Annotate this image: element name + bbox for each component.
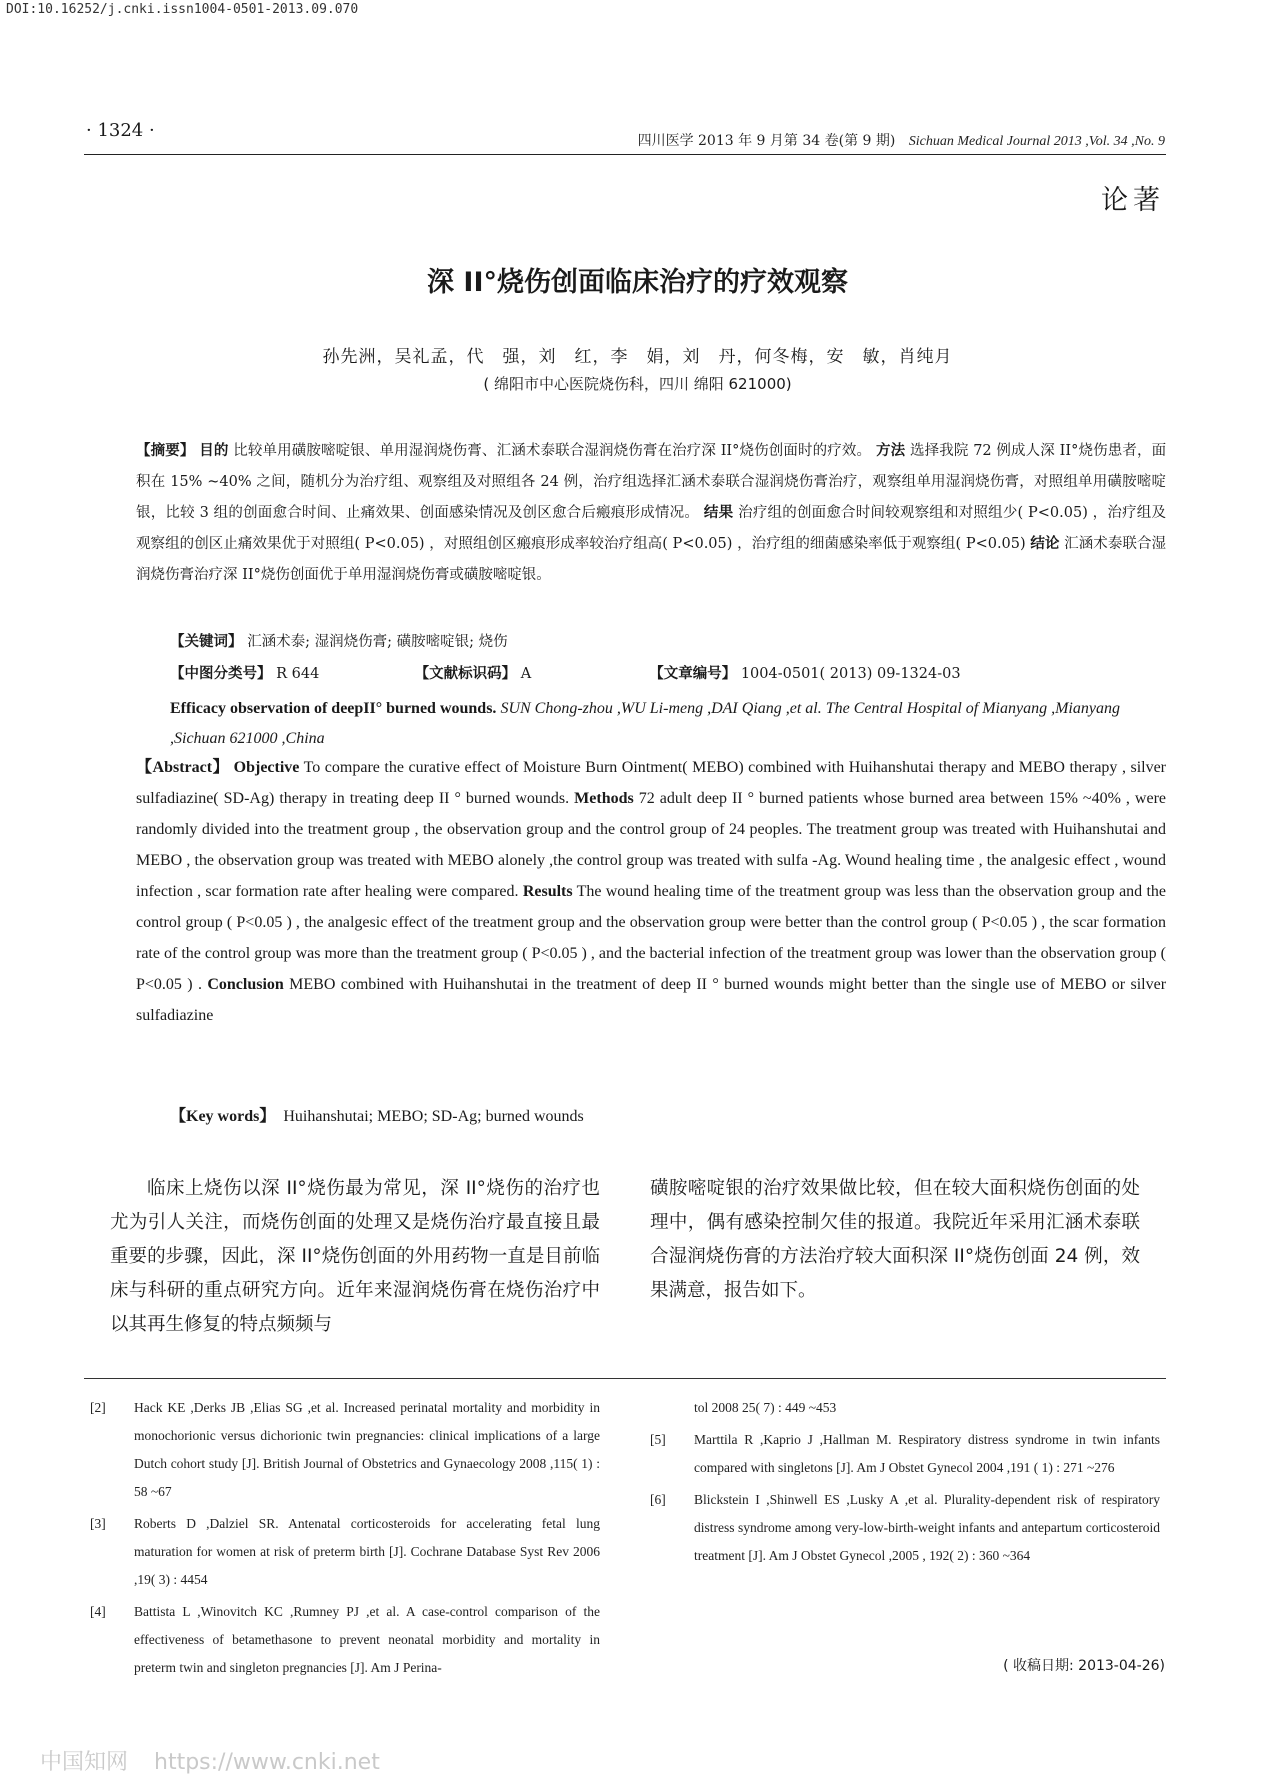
objective-text: 比较单用磺胺嘧啶银、单用湿润烧伤膏、汇涵术泰联合湿润烧伤膏在治疗深 II°烧伤创面时的疗效。 xyxy=(233,443,872,459)
reference-number: [5] xyxy=(650,1432,666,1447)
objective-label: 目的 xyxy=(199,443,229,459)
classification xyxy=(170,662,1070,683)
results-label: 结果 xyxy=(703,505,734,521)
reference-number xyxy=(650,1394,694,1422)
reference-item xyxy=(650,1486,1160,1570)
english-authors: SUN Chong-zhou ,WU Li-meng ,DAI Qiang ,et al. The Central Hospital of Mianyang ,Mianyang ,Sichuan 621000 ,China xyxy=(170,700,1120,747)
clc-value: R 644 xyxy=(276,666,320,682)
abstract-en xyxy=(136,752,1166,1031)
methods-text: 选择我院 72 例成人深 II°烧伤患者，面积在 15% ~40% 之间，随机分为治疗组、观察组及对照组各 24 例，治疗组选择汇涵术泰联合湿润烧伤膏治疗，观察组单用湿润烧伤膏，对照组单用磺胺嘧啶银，比较 3 组的创面愈合时间、止痛效果、创面感染情况及创区愈合后瘢痕形成情况。 xyxy=(136,443,1167,521)
received-date: ( 收稿日期: 2013-04-26) xyxy=(1003,1658,1165,1674)
affiliation: ( 绵阳市中心医院烧伤科，四川 绵阳 621000) xyxy=(483,375,792,393)
reference-text: Blickstein I ,Shinwell ES ,Lusky A ,et al. Plurality-dependent risk of respiratory distress syndrome among very-low-birth-weight infants and antepartum corticosteroid treatment [J]. Am J Obstet Gynecol ,2005 , 192( 2) : 360 ~364 xyxy=(694,1492,1160,1563)
english-title xyxy=(170,694,1166,754)
results-en-label: Results xyxy=(522,883,573,900)
running-header-cn: 四川医学 2013 年 9 月第 34 卷(第 9 期) xyxy=(637,133,896,149)
cnki-watermark xyxy=(40,1745,380,1776)
reference-number: [2] xyxy=(90,1400,106,1415)
reference-number: [6] xyxy=(650,1492,666,1507)
references-right xyxy=(650,1394,1160,1574)
keywords-cn xyxy=(170,630,508,651)
reference-number: [4] xyxy=(90,1604,106,1619)
watermark-url[interactable]: https://www.cnki.net xyxy=(154,1750,380,1775)
reference-text: tol 2008 25( 7) : 449 ~453 xyxy=(694,1400,837,1415)
running-header xyxy=(638,130,1165,150)
objective-en-text: To compare the curative effect of Moisture Burn Ointment( MEBO) combined with Huihanshutai therapy and MEBO therapy , silver sulfadiazine( SD-Ag) therapy in treating deep II ° burned wounds. xyxy=(136,759,1167,807)
keywords-text: 汇涵术泰; 湿润烧伤膏; 磺胺嘧啶银; 烧伤 xyxy=(247,634,508,650)
abstract-label: 【摘要】 xyxy=(136,443,195,459)
results-en-text: The wound healing time of the treatment group was less than the observation group and the control group ( P<0.05 ) , the analgesic effect of the treatment group and the observation group were better than the control group ( P<0.05 ) , the scar formation rate of the control group was more than the treatment group ( P<0.05 ) , and the bacterial infection of the treatment group was lower than the observation group ( P<0.05 ) . xyxy=(136,883,1167,993)
authors: 孙先洲，吴礼孟，代 强，刘 红，李 娟，刘 丹，何冬梅，安 敏，肖纯月 xyxy=(322,347,953,367)
methods-en-label: Methods xyxy=(574,790,634,807)
reference-item xyxy=(650,1394,1160,1422)
reference-text: Marttila R ,Kaprio J ,Hallman M. Respiratory distress syndrome in twin infants compared with singletons [J]. Am J Obstet Gynecol 2004 ,191 ( 1) : 271 ~276 xyxy=(694,1432,1160,1475)
conclusion-en-label: Conclusion xyxy=(207,976,284,993)
reference-text: Hack KE ,Derks JB ,Elias SG ,et al. Increased perinatal mortality and morbidity in monochorionic versus dichorionic twin pregnancies: clinical implications of a large Dutch cohort study [J]. British Journal of Obstetrics and Gynaecology 2008 ,115( 1) : 58 ~67 xyxy=(134,1400,600,1499)
body-column-right: 磺胺嘧啶银的治疗效果做比较，但在较大面积烧伤创面的处理中，偶有感染控制欠佳的报道。我院近年采用汇涵术泰联合湿润烧伤膏的方法治疗较大面积深 II°烧伤创面 24 例，效果满意，报告如下。 xyxy=(650,1178,1140,1301)
header-rule xyxy=(84,154,1166,155)
watermark-name: 中国知网 xyxy=(40,1750,129,1775)
keywords-en xyxy=(170,1103,584,1126)
body-column-left: 临床上烧伤以深 II°烧伤最为常见，深 II°烧伤的治疗也尤为引人关注，而烧伤创面的处理又是烧伤治疗最直接且最重要的步骤，因此，深 II°烧伤创面的外用药物一直是目前临床与科研的重点研究方向。近年来湿润烧伤膏在烧伤治疗中以其再生修复的特点频频与 xyxy=(110,1178,600,1335)
running-header-en: Sichuan Medical Journal 2013 ,Vol. 34 ,No. 9 xyxy=(908,134,1165,149)
article-no-label: 【文章编号】 xyxy=(649,666,737,682)
reference-item xyxy=(90,1394,600,1506)
clc-label: 【中图分类号】 xyxy=(170,666,272,682)
abstract-cn xyxy=(136,436,1166,591)
reference-item xyxy=(90,1510,600,1594)
reference-item xyxy=(650,1426,1160,1482)
objective-en-label: Objective xyxy=(233,759,300,776)
conclusion-en-text: MEBO combined with Huihanshutai in the treatment of deep II ° burned wounds might better than the single use of MEBO or silver sulfadiazine xyxy=(136,976,1167,1024)
article-title: 深 II°烧伤创面临床治疗的疗效观察 xyxy=(427,267,848,298)
page-number: · 1324 · xyxy=(86,120,155,141)
conclusion-label: 结论 xyxy=(1030,536,1060,552)
reference-item xyxy=(90,1598,600,1682)
reference-text: Battista L ,Winovitch KC ,Rumney PJ ,et al. A case-control comparison of the effectiveness of betamethasone to prevent neonatal morbidity and mortality in preterm twin and singleton pregnancies [J]. Am J Perina- xyxy=(134,1604,600,1675)
keywords-label: 【关键词】 xyxy=(170,634,243,650)
references-left xyxy=(90,1394,600,1686)
article-no-value: 1004-0501( 2013) 09-1324-03 xyxy=(740,666,961,682)
methods-label: 方法 xyxy=(875,443,906,459)
references-rule xyxy=(84,1378,1166,1379)
conclusion-text: 汇涵术泰联合湿润烧伤膏治疗深 II°烧伤创面优于单用湿润烧伤膏或磺胺嘧啶银。 xyxy=(136,536,1167,583)
doc-code-label: 【文献标识码】 xyxy=(414,666,517,682)
keywords-en-label: 【Key words】 xyxy=(170,1108,276,1125)
doc-code-value: A xyxy=(520,666,532,682)
abstract-en-label: 【Abstract】 xyxy=(136,759,230,776)
methods-en-text: 72 adult deep II ° burned patients whose burned area between 15% ~40% , were randomly divided into the treatment group , the observation group and the control group of 24 peoples. The treatment group was treated with Huihanshutai and MEBO , the observation group was treated with MEBO alonely ,the control group was treated with sulfa -Ag. Wound healing time , the analgesic effect , wound infection , scar formation rate after healing were compared. xyxy=(136,790,1167,900)
doi: DOI:10.16252/j.cnki.issn1004-0501-2013.09.070 xyxy=(6,2,359,17)
results-text: 治疗组的创面愈合时间较观察组和对照组少( P<0.05) ，治疗组及观察组的创区止痛效果优于对照组( P<0.05) ，对照组创区瘢痕形成率较治疗组高( P<0.05) ，治疗组的细菌感染率低于观察组( P<0.05) xyxy=(136,505,1167,552)
section-label: 论著 xyxy=(1101,185,1165,216)
english-title-text: Efficacy observation of deepII° burned wounds. xyxy=(170,700,497,717)
reference-text: Roberts D ,Dalziel SR. Antenatal corticosteroids for accelerating fetal lung maturation for women at risk of preterm birth [J]. Cochrane Database Syst Rev 2006 ,19( 3) : 4454 xyxy=(134,1516,600,1587)
keywords-en-text: Huihanshutai; MEBO; SD-Ag; burned wounds xyxy=(283,1108,584,1125)
reference-number: [3] xyxy=(90,1516,106,1531)
